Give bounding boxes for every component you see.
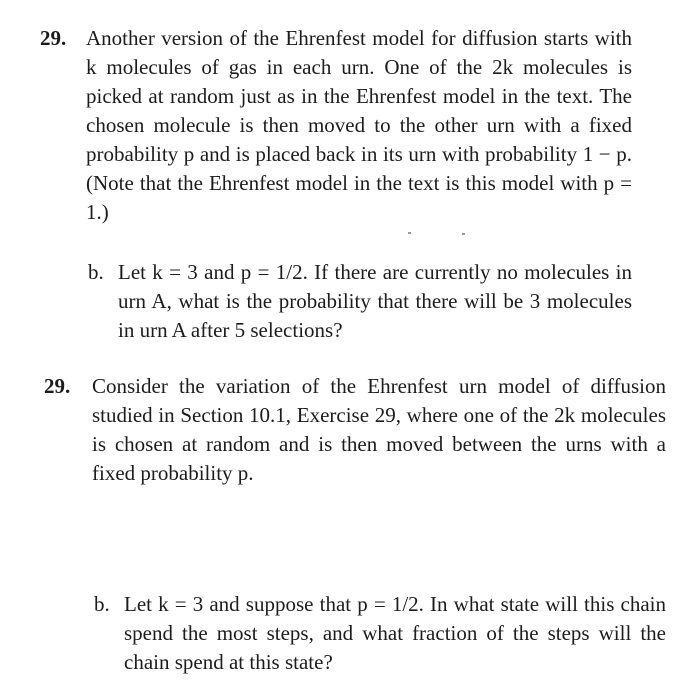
problem-1-part-b-label: b. [88, 260, 104, 284]
problem-2-text: Consider the variation of the Ehrenfest urn model of diffusion studied in Section 10.1, Exercise 29, where one of the 2k molecules is chosen at random and is then moved between the urns with a fixed probability p. [92, 374, 666, 485]
problem-2-number: 29. [44, 374, 71, 398]
problem-2-part-b-text: Let k = 3 and suppose that p = 1/2. In what state will this chain spend the most steps, and what fraction of the steps will the chain spend at this state? [124, 592, 666, 674]
problem-1-part-b-text: Let k = 3 and p = 1/2. If there are currently no molecules in urn A, what is the probability that there will be 3 molecules in urn A after 5 selections? [118, 260, 632, 342]
problem-2-part-b-label: b. [94, 592, 110, 616]
problem-1-number: 29. [40, 26, 67, 50]
problem-1-text: Another version of the Ehrenfest model for diffusion starts with k molecules of gas in each urn. One of the 2k molecules is picked at random just as in the Ehrenfest model in the text. The chosen molecule is then moved to the other urn with a fixed probability p and is placed back in its urn with probability 1 − p. (Note that the Ehrenfest model in the text is this model with p = 1.) [86, 26, 632, 224]
scan-mark [408, 232, 411, 234]
scan-mark [462, 233, 465, 235]
